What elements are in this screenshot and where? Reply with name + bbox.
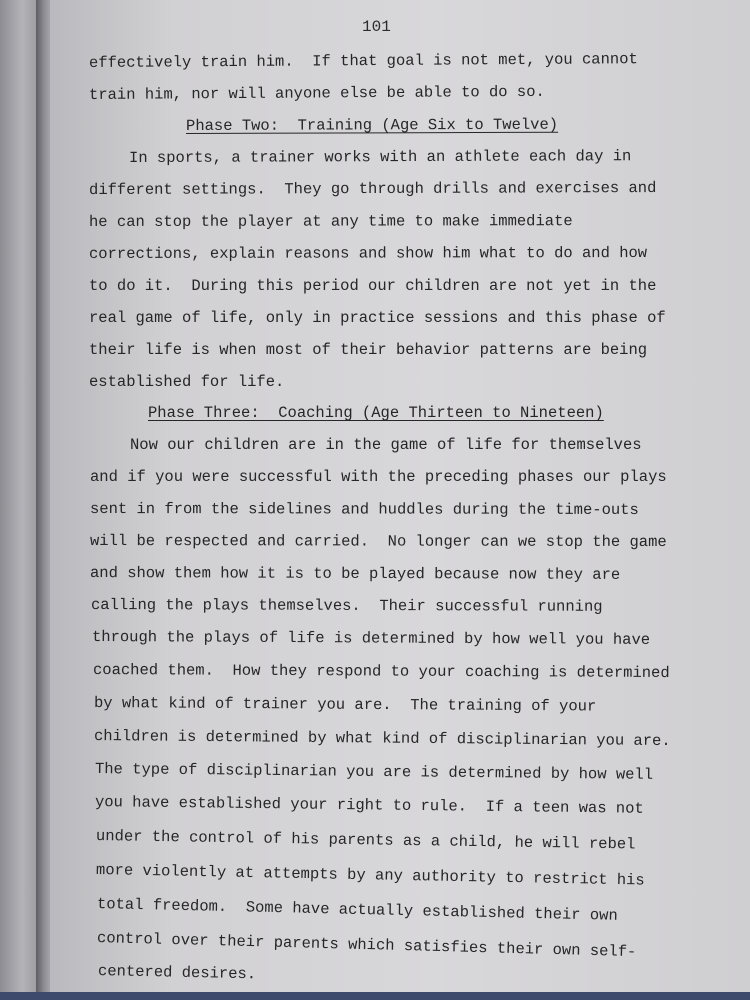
- body-line: and show them how it is to be played because now they are: [89, 564, 621, 584]
- body-line: train him, nor will anyone else be able to do so.: [88, 82, 545, 104]
- body-line: Now our children are in the game of life for themselves: [130, 436, 642, 454]
- body-line: calling the plays themselves. Their successful running: [90, 596, 603, 616]
- body-line: effectively train him. If that goal is not met, you cannot: [88, 50, 638, 72]
- body-line: different settings. They go through drills and exercises and: [88, 179, 657, 199]
- section-heading-phase-two: Phase Two: Training (Age Six to Twelve): [185, 115, 559, 135]
- body-line: will be respected and carried. No longer can we stop the game: [89, 532, 667, 552]
- body-line: established for life.: [89, 373, 285, 391]
- body-line: In sports, a trainer works with an athlete each day in: [128, 147, 632, 167]
- body-line: and if you were successful with the preceding phases our plays: [90, 468, 667, 486]
- body-line: control over their parents which satisfies their own self-: [96, 929, 637, 962]
- facing-page-edge: [0, 0, 40, 1000]
- body-line: you have established your right to rule. If a teen was not: [94, 793, 644, 818]
- body-line: their life is when most of their behavior patterns are being: [89, 341, 648, 359]
- body-line: total freedom. Some have actually established their own: [96, 895, 618, 925]
- body-line: through the plays of life is determined by how well you have: [91, 628, 651, 649]
- body-line: real game of life, only in practice sessions and this phase of: [89, 309, 666, 327]
- body-line: by what kind of trainer you are. The training of your: [93, 694, 597, 716]
- body-line: children is determined by what kind of disciplinarian you are.: [93, 727, 671, 751]
- body-line: under the control of his parents as a child, he will rebel: [95, 827, 636, 854]
- page-number: 101: [362, 18, 391, 36]
- body-line: more violently at attempts by any authority to restrict his: [95, 861, 645, 890]
- body-line: he can stop the player at any time to make immediate: [88, 212, 573, 231]
- body-line: corrections, explain reasons and show him what to do and how: [88, 244, 648, 263]
- body-line: to do it. During this period our children are not yet in the: [89, 277, 657, 295]
- book-binding: [36, 0, 50, 1000]
- table-surface: [0, 992, 750, 1000]
- body-line: sent in from the sidelines and huddles during the time-outs: [89, 500, 639, 519]
- body-line: The type of disciplinarian you are is determined by how well: [94, 760, 654, 784]
- section-heading-phase-three: Phase Three: Coaching (Age Thirteen to Nineteen): [148, 404, 604, 422]
- body-line: centered desires.: [97, 962, 257, 984]
- body-line: coached them. How they respond to your coaching is determined: [92, 661, 670, 683]
